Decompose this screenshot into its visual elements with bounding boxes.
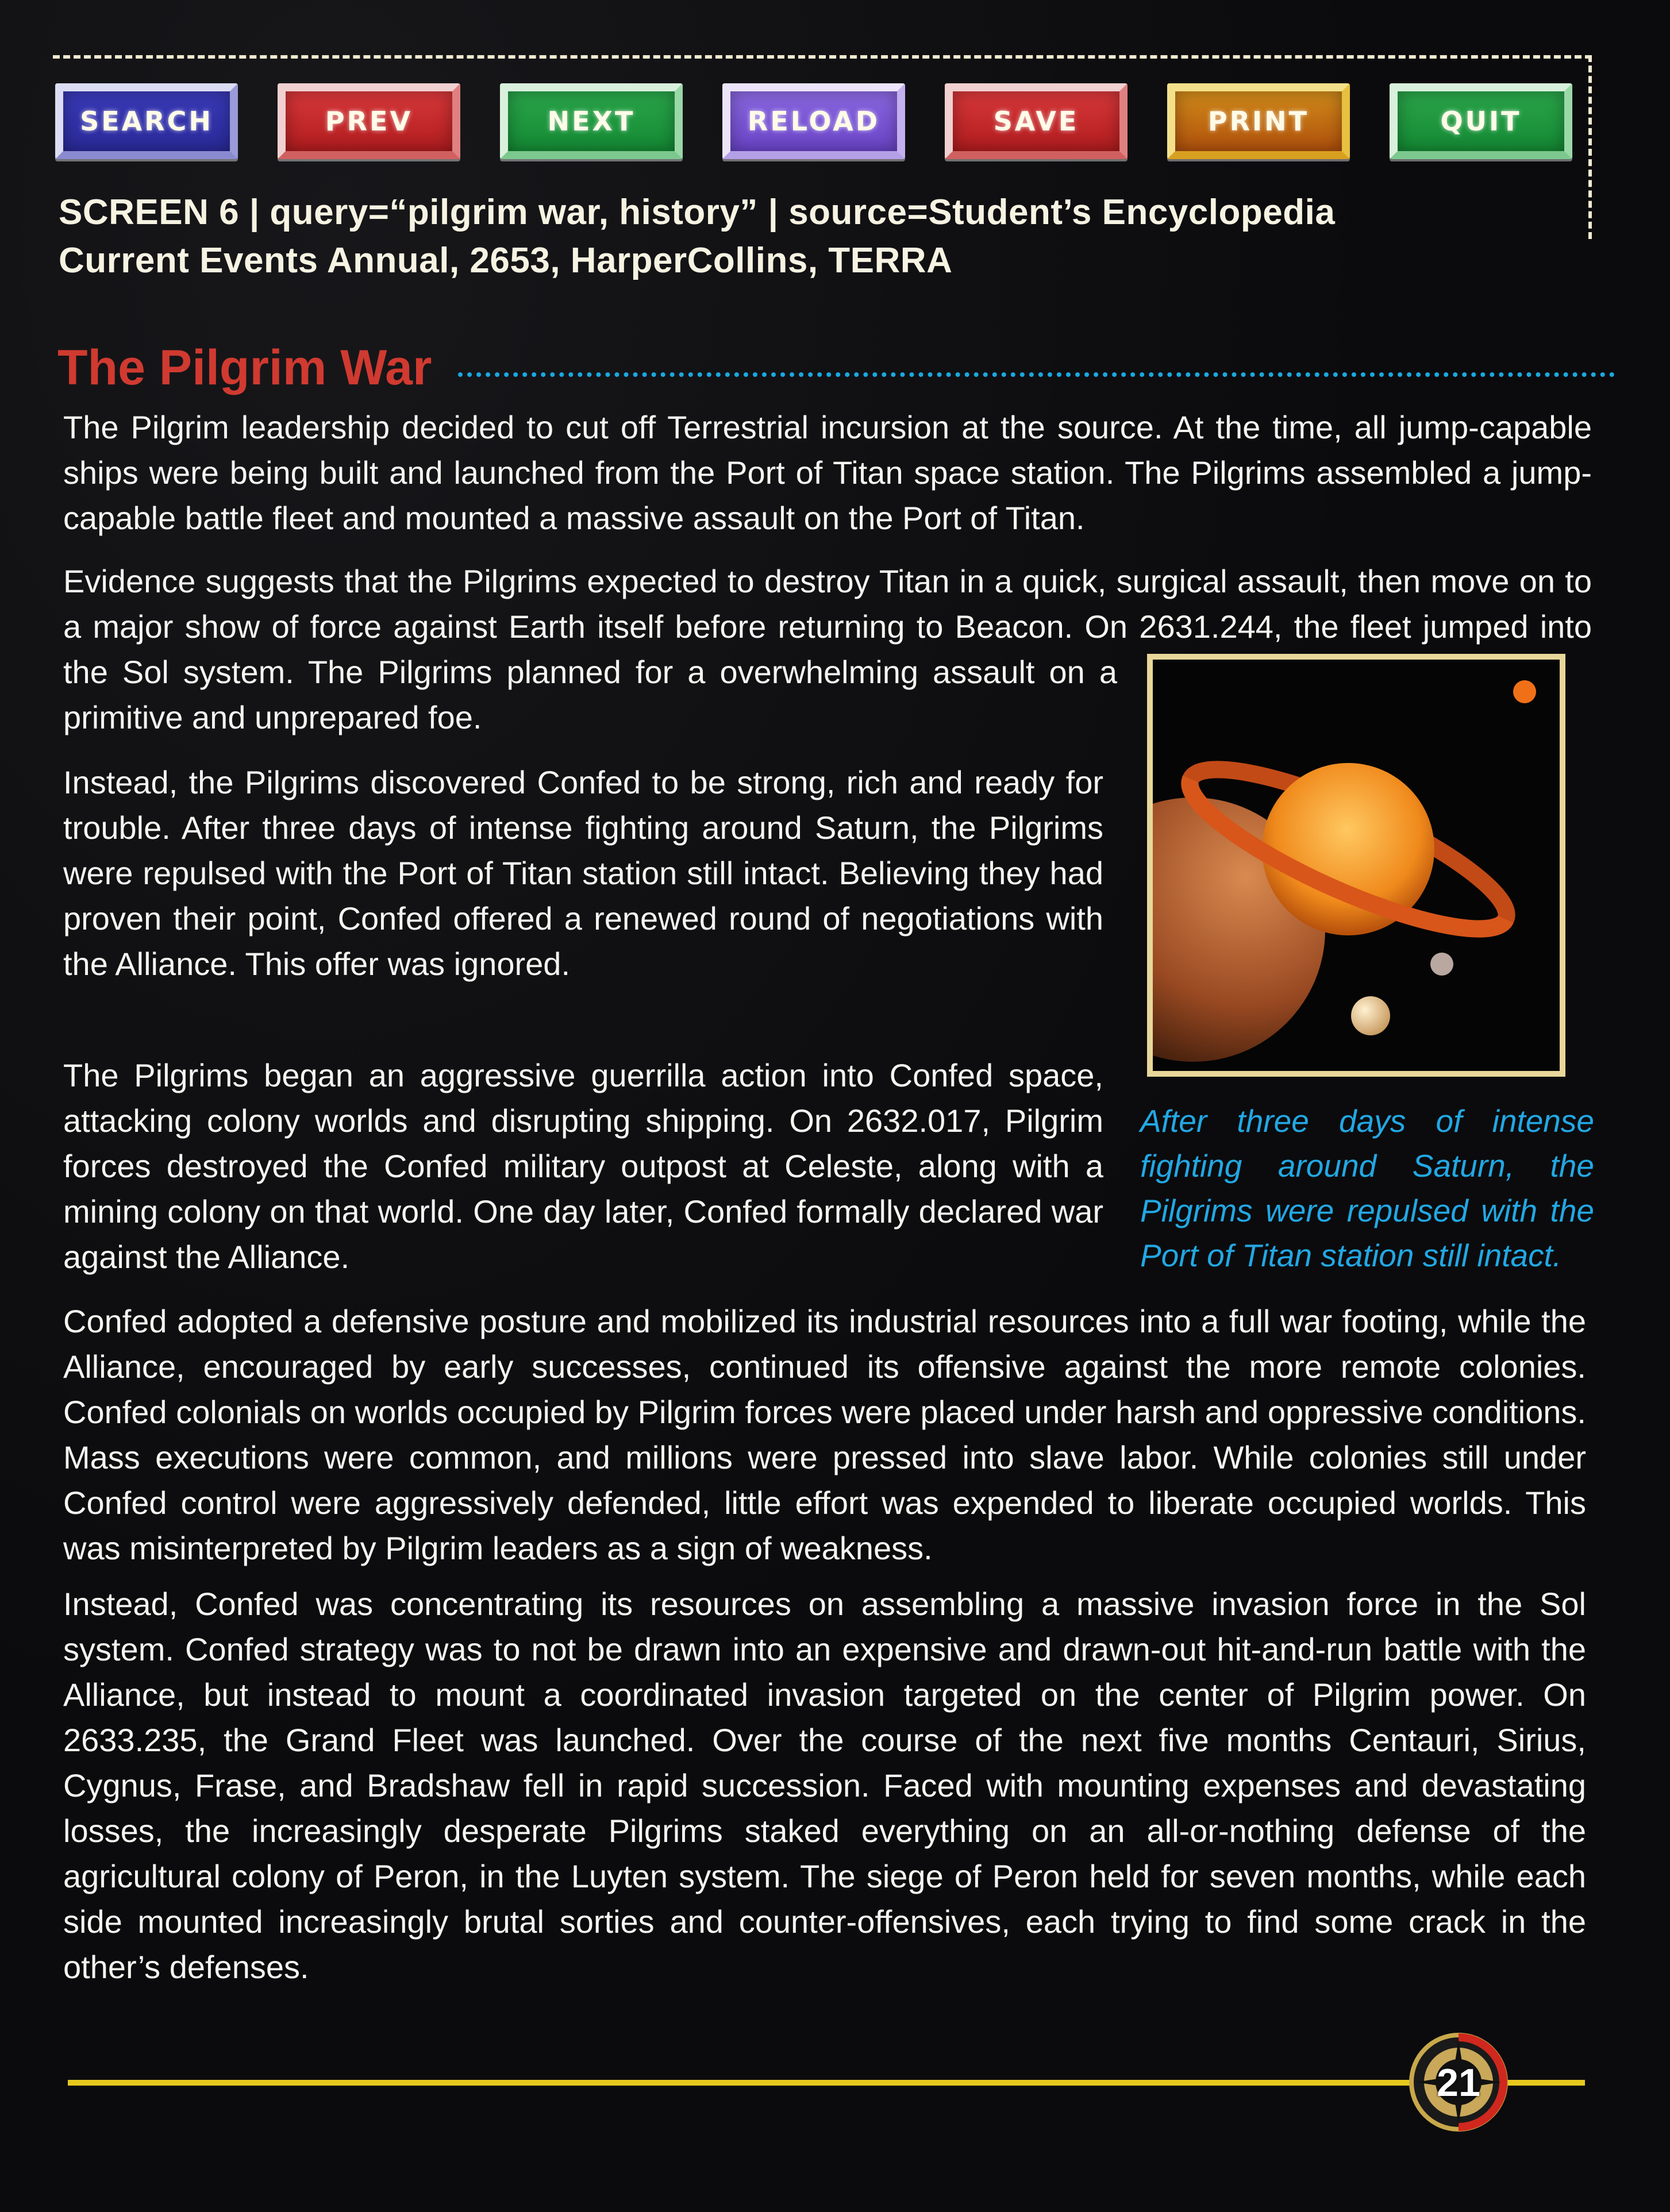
- saturn-image: [1147, 654, 1565, 1077]
- title-row: [57, 333, 1615, 396]
- save-button[interactable]: SAVE: [945, 83, 1128, 159]
- prev-button[interactable]: PREV: [278, 83, 460, 159]
- figure-caption: After three days of intense fighting around Saturn, the Pilgrims were repulsed with the Port of Titan station still intact.: [1140, 1103, 1594, 1273]
- source-line-2: Current Events Annual, 2653, HarperCollins, TERRA: [59, 241, 953, 280]
- reload-button[interactable]: RELOAD: [722, 83, 905, 159]
- page-title: The Pilgrim War: [57, 340, 432, 395]
- page-number: 21: [1437, 2061, 1480, 2105]
- article-paragraph: Evidence suggests that the Pilgrims expected to destroy Titan in a quick, surgical assault, then move on to a major show of force against Earth itself before returning to Beacon. On 2631.244, the fleet jumped into the Sol system. The Pilgrims planned for a overwhelming assault on a primitive and unprepared foe.: [63, 563, 1592, 735]
- article-paragraph: Confed adopted a defensive posture and mobilized its industrial resources into a full war footing, while the Alliance, encouraged by early successes, continued its offensive against the more remote colonies. Confed colonials on worlds occupied by Pilgrim forces were placed under harsh and oppressive conditions. Mass executions were common, and millions were pressed into slave labor. While colonies still under Confed control were aggressively defended, little effort was expended to liberate occupied worlds. This was misinterpreted by Pilgrim leaders as a sign of weakness.: [63, 1303, 1586, 1566]
- toolbar: [55, 78, 1572, 164]
- small-moon-grey: [1430, 953, 1453, 976]
- quit-button[interactable]: QUIT: [1390, 83, 1572, 159]
- footer-rule: [68, 2080, 1585, 2086]
- small-moon-orange: [1513, 680, 1536, 703]
- article-paragraph: Instead, the Pilgrims discovered Confed to be strong, rich and ready for trouble. After three days of intense fighting around Saturn, the Pilgrims were repulsed with the Port of Titan station still intact. Believing they had proven their point, Confed offered a renewed round of negotiations with the Alliance. This offer was ignored.: [63, 764, 1103, 982]
- frame-right-border: [1588, 55, 1592, 239]
- print-button[interactable]: PRINT: [1167, 83, 1350, 159]
- small-moon-pale: [1351, 996, 1390, 1035]
- frame-top-border: [53, 55, 1592, 59]
- article-paragraph: The Pilgrims began an aggressive guerrilla action into Confed space, attacking colony worlds and disrupting shipping. On 2632.017, Pilgrim forces destroyed the Confed military outpost at Celeste, along with a mining colony on that world. One day later, Confed formally declared war against the Alliance.: [63, 1057, 1103, 1275]
- source-header: [59, 188, 1553, 285]
- search-button[interactable]: SEARCH: [55, 83, 238, 159]
- article-paragraph: Instead, Confed was concentrating its resources on assembling a massive invasion force in the Sol system. Confed strategy was to not be drawn into an expensive and drawn-out hit-and-run battle with the Alliance, but instead to mount a coordinated invasion targeted on the center of Pilgrim power. On 2633.235, the Grand Fleet was launched. Over the course of the next five months Centauri, Sirius, Cygnus, Frase, and Bradshaw fell in rapid succession. Faced with mounting expenses and devastating losses, the increasingly desperate Pilgrims staked everything on an all-or-nothing defense of the agricultural colony of Peron, in the Luyten system. The siege of Peron held for seven months, while each side mounted increasingly brutal sorties and counter-offensives, each trying to find some crack in the other’s defenses.: [63, 1586, 1586, 1985]
- title-dotted-rule: [458, 372, 1615, 377]
- source-line-1: SCREEN 6 | query=“pilgrim war, history” | source=Student’s Encyclopedia: [59, 192, 1336, 232]
- saturn-illustration: [1153, 660, 1560, 1071]
- article-paragraph: The Pilgrim leadership decided to cut off Terrestrial incursion at the source. At the time, all jump-capable ships were being built and launched from the Port of Titan space station. The Pilgrims assembled a jump-capable battle fleet and mounted a massive assault on the Port of Titan.: [63, 409, 1592, 536]
- next-button[interactable]: NEXT: [500, 83, 683, 159]
